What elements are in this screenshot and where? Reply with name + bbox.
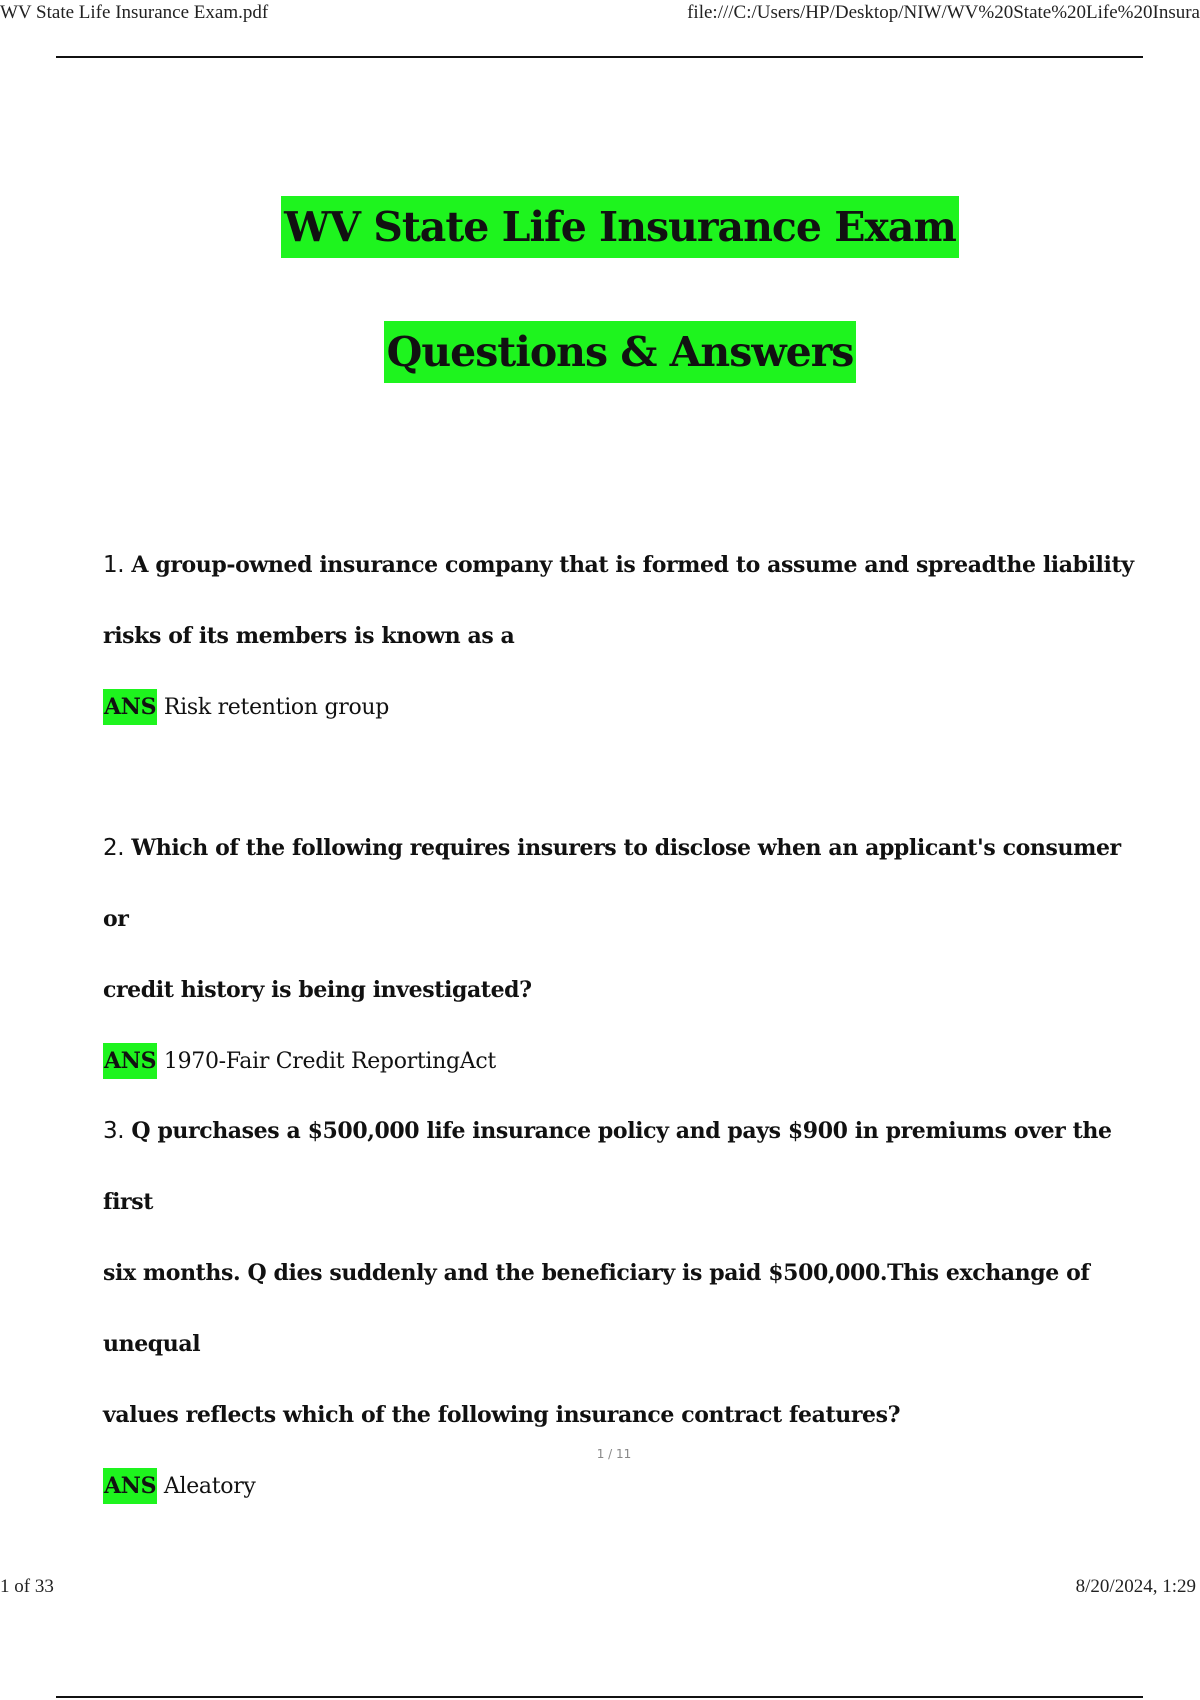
- question-3-line-1: [103, 1096, 1143, 1238]
- page-subtitle: Questions & Answers: [384, 321, 857, 383]
- question-3-line-3: values reflects which of the following insurance contract features?: [103, 1402, 901, 1428]
- ans-label: ANS: [103, 1043, 157, 1079]
- ans-label: ANS: [103, 689, 157, 725]
- answer-2-text: 1970-Fair Credit ReportingAct: [163, 1049, 496, 1074]
- question-3-text-1: Q purchases a $500,000 life insurance policy and pays $900 in premiums over the first: [103, 1118, 1112, 1215]
- question-2-text-1: Which of the following requires insurers to disclose when an applicant's consumer or: [103, 835, 1121, 932]
- question-2-line-1: [103, 813, 1143, 955]
- print-footer-datetime: 8/20/2024, 1:29: [1075, 1576, 1196, 1597]
- question-1-line-1: [103, 530, 1143, 601]
- ans-label: ANS: [103, 1468, 157, 1504]
- title-line-1-wrap: [0, 196, 1200, 258]
- question-1-text-1: A group-owned insurance company that is formed to assume and spreadthe liability: [131, 552, 1134, 578]
- question-1-number: 1.: [103, 552, 125, 578]
- print-header-doc-name: WV State Life Insurance Exam.pdf: [0, 2, 269, 23]
- question-2: [103, 813, 1143, 1097]
- answer-1: [103, 672, 1143, 743]
- answer-1-text: Risk retention group: [163, 695, 390, 720]
- page-title: WV State Life Insurance Exam: [281, 196, 959, 258]
- question-1: [103, 530, 1143, 743]
- answer-3-text: Aleatory: [163, 1474, 256, 1499]
- print-footer-page-of: 1 of 33: [0, 1576, 54, 1597]
- question-1-line-2: risks of its members is known as a: [103, 623, 515, 649]
- answer-3: [103, 1451, 1143, 1522]
- page-counter: 1 / 11: [596, 1447, 632, 1461]
- question-3-number: 3.: [103, 1118, 125, 1144]
- question-3-line-2: six months. Q dies suddenly and the beneficiary is paid $500,000.This exchange of unequal: [103, 1260, 1090, 1357]
- print-header-file-path: file:///C:/Users/HP/Desktop/NIW/WV%20State%20Life%20Insura: [687, 2, 1200, 23]
- footer-rule: [56, 1696, 1143, 1698]
- question-2-number: 2.: [103, 835, 125, 861]
- header-rule: [56, 56, 1143, 58]
- question-2-line-2: credit history is being investigated?: [103, 977, 532, 1003]
- title-line-2-wrap: [0, 321, 1200, 383]
- answer-2: [103, 1026, 1143, 1097]
